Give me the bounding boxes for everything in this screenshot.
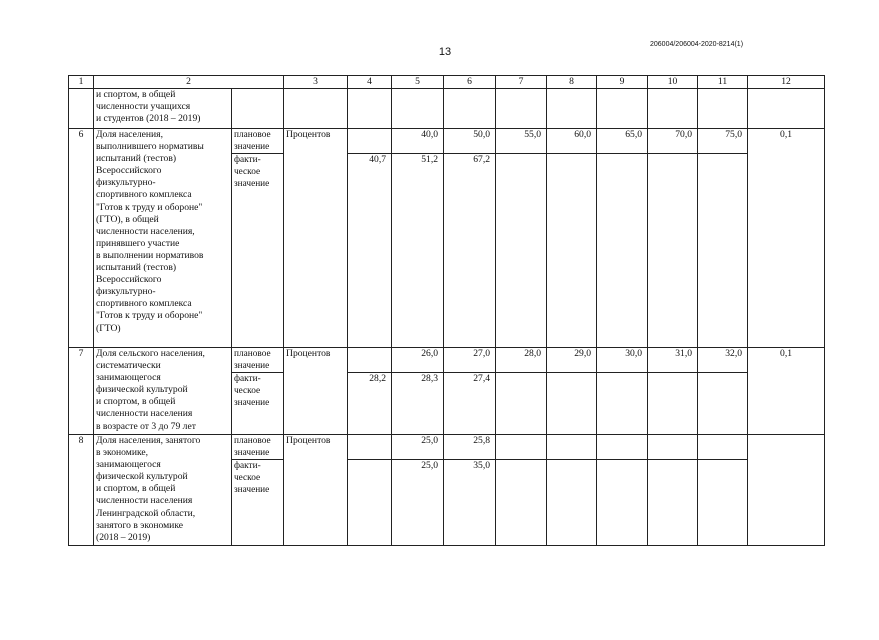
header-cell: 12: [748, 76, 825, 89]
value-type-label: факти- ческое значение: [232, 154, 284, 348]
value-cell: 40,0: [392, 129, 444, 154]
header-cell: 5: [392, 76, 444, 89]
value-cell: [597, 154, 648, 348]
value-cell: 60,0: [547, 129, 597, 154]
value-cell: 0,1: [748, 129, 825, 348]
value-cell: [648, 435, 698, 460]
value-cell: 70,0: [648, 129, 698, 154]
indicator-description: Доля населения, выполнившего нормативы испытаний (тестов) Всероссийского физкультурно- спортивного комплекса "Готов к труду и обороне" (ГТО), в общей численности населения, принявшего участие в выполнении нормативов испытаний (тестов) Всероссийского физкультурно- спортивного комплекса "Готов к труду и обороне" (ГТО): [94, 129, 232, 348]
row-number: 6: [69, 129, 94, 348]
value-cell: 25,8: [444, 435, 496, 460]
value-cell: [547, 435, 597, 460]
table-row: [69, 129, 825, 154]
unit-cell: Процентов: [284, 435, 348, 546]
value-cell: 25,0: [392, 435, 444, 460]
value-cell: [597, 460, 648, 546]
value-cell: [496, 373, 547, 435]
value-cell: 65,0: [597, 129, 648, 154]
value-cell: [648, 373, 698, 435]
value-type-label: плановое значение: [232, 435, 284, 460]
row-number: 7: [69, 348, 94, 435]
indicators-table: [68, 75, 825, 546]
value-cell: [496, 154, 547, 348]
value-cell: [648, 460, 698, 546]
value-type-label: плановое значение: [232, 348, 284, 373]
value-cell: [597, 435, 648, 460]
value-cell: 55,0: [496, 129, 547, 154]
value-cell: [597, 373, 648, 435]
value-cell: 25,0: [392, 460, 444, 546]
value-cell: [698, 154, 748, 348]
header-cell: 4: [348, 76, 392, 89]
value-type-label: факти- ческое значение: [232, 373, 284, 435]
value-cell: 51,2: [392, 154, 444, 348]
header-cell: 7: [496, 76, 547, 89]
value-cell: 0,1: [748, 348, 825, 435]
value-cell: [698, 373, 748, 435]
unit-cell: Процентов: [284, 348, 348, 435]
value-cell: 40,7: [348, 154, 392, 348]
value-cell: [348, 460, 392, 546]
value-cell: [496, 460, 547, 546]
indicator-description: Доля населения, занятого в экономике, занимающегося физической культурой и спортом, в общей численности населения Ленинградской области, занятого в экономике (2018 – 2019): [94, 435, 232, 546]
page-number: 13: [438, 46, 452, 58]
indicator-description: и спортом, в общей численности учащихся и студентов (2018 – 2019): [94, 89, 232, 129]
value-cell: [496, 435, 547, 460]
header-cell: 9: [597, 76, 648, 89]
value-cell: 30,0: [597, 348, 648, 373]
value-cell: [348, 435, 392, 460]
value-cell: 31,0: [648, 348, 698, 373]
row-number: 8: [69, 435, 94, 546]
indicator-description: Доля сельского населения, систематически занимающегося физической культурой и спортом, в общей численности населения в возрасте от 3 до 79 лет: [94, 348, 232, 435]
value-cell: 29,0: [547, 348, 597, 373]
header-cell: 6: [444, 76, 496, 89]
value-cell: [547, 154, 597, 348]
value-cell: 35,0: [444, 460, 496, 546]
table-row: [69, 435, 825, 460]
value-cell: [698, 460, 748, 546]
header-cell: 3: [284, 76, 348, 89]
header-cell: 8: [547, 76, 597, 89]
value-cell: [348, 348, 392, 373]
value-cell: 27,4: [444, 373, 496, 435]
value-cell: [648, 154, 698, 348]
value-cell: [547, 460, 597, 546]
header-cell: 1: [69, 76, 94, 89]
value-cell: 67,2: [444, 154, 496, 348]
value-cell: 75,0: [698, 129, 748, 154]
value-cell: 27,0: [444, 348, 496, 373]
value-cell: 50,0: [444, 129, 496, 154]
value-cell: 28,3: [392, 373, 444, 435]
header-cell: 10: [648, 76, 698, 89]
value-cell: [547, 373, 597, 435]
value-cell: [348, 129, 392, 154]
value-cell: 28,2: [348, 373, 392, 435]
value-type-label: плановое значение: [232, 129, 284, 154]
table-header-row: [69, 76, 825, 89]
table-row: [69, 89, 825, 129]
value-cell: [748, 435, 825, 546]
value-type-label: факти- ческое значение: [232, 460, 284, 546]
unit-cell: Процентов: [284, 129, 348, 348]
value-cell: [698, 435, 748, 460]
table-row: [69, 348, 825, 373]
value-cell: 32,0: [698, 348, 748, 373]
value-cell: 28,0: [496, 348, 547, 373]
header-cell: 11: [698, 76, 748, 89]
document-id: 206004/206004-2020-8214(1): [650, 41, 744, 48]
value-cell: 26,0: [392, 348, 444, 373]
header-cell: 2: [94, 76, 284, 89]
